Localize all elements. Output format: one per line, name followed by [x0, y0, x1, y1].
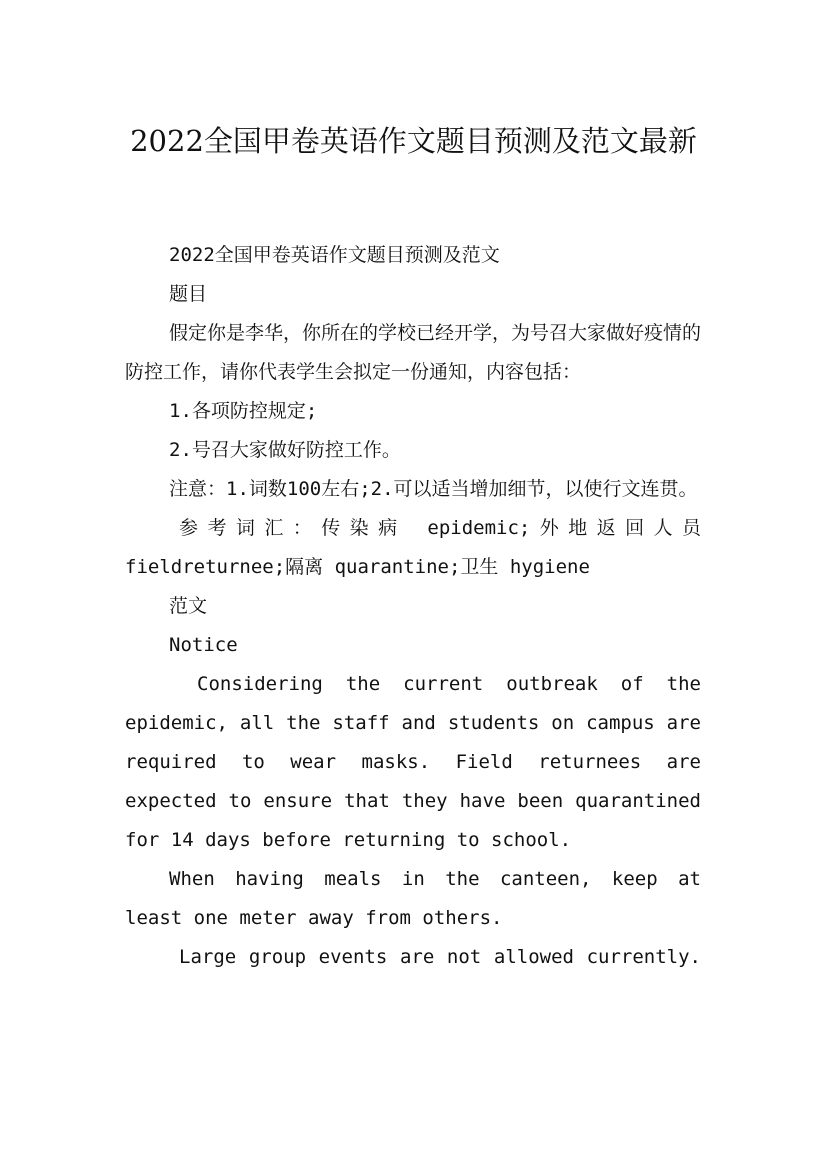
subtitle-paragraph: 2022全国甲卷英语作文题目预测及范文: [169, 244, 500, 266]
essay-paragraph-1: Considering the current outbreak of the epidemic, all the staff and students on campus are required to wear masks. Field returnees are expected to ensure that they have been quarantined for 14 days before returning to school.: [125, 673, 701, 851]
document-title: 2022全国甲卷英语作文题目预测及范文最新: [130, 124, 697, 159]
requirement-item-1: 1.各项防控规定;: [169, 400, 318, 422]
essay-paragraph-3: Large group events are not allowed currently.: [179, 946, 701, 968]
section-heading-topic: 题目: [169, 283, 208, 305]
document-body: [125, 236, 701, 977]
essay-paragraph-2: When having meals in the canteen, keep at least one meter away from others.: [125, 868, 701, 929]
requirement-item-2: 2.号召大家做好防控工作。: [169, 439, 401, 461]
section-heading-sample: 范文: [169, 595, 208, 617]
notice-heading: Notice: [169, 634, 238, 656]
vocabulary-paragraph: 参考词汇：传染病 epidemic;外地返回人员 fieldreturnee;隔离 quarantine;卫生 hygiene: [125, 517, 701, 578]
notes-paragraph: 注意：1.词数100左右;2.可以适当增加细节，以使行文连贯。: [169, 478, 698, 500]
prompt-paragraph: 假定你是李华，你所在的学校已经开学，为号召大家做好疫情的防控工作，请你代表学生会拟定一份通知，内容包括：: [125, 322, 702, 383]
